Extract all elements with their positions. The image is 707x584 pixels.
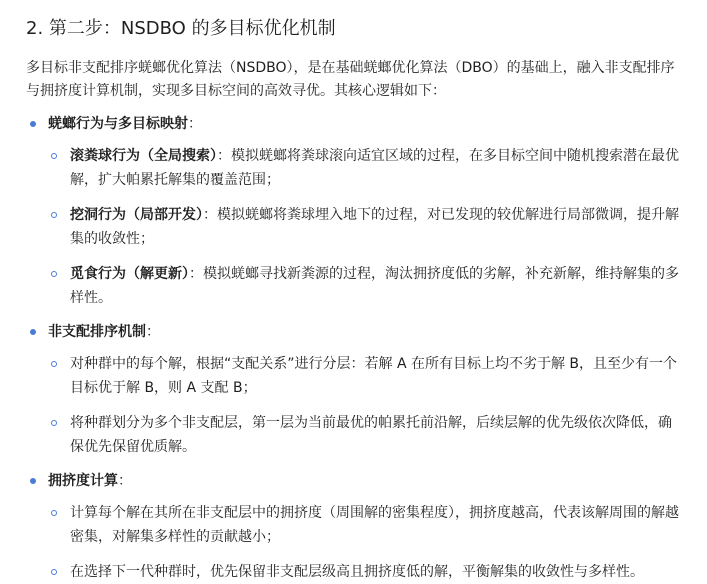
sub-item-text: ：模拟蜣螂将粪球埋入地下的过程，对已发现的较优解进行局部微调，提升解集的收敛性； xyxy=(70,207,679,247)
intro-paragraph: 多目标非支配排序蜣螂优化算法（NSDBO），是在基础蜣螂优化算法（DBO）的基础上，融入非支配排序与拥挤度计算机制，实现多目标空间的高效寻优。其核心逻辑如下： xyxy=(26,60,675,99)
bullet-ring-icon xyxy=(51,420,57,426)
sub-list-item xyxy=(48,352,680,400)
section-heading: 2. 第二步：NSDBO 的多目标优化机制 xyxy=(26,18,336,39)
bullet-ring-icon xyxy=(51,271,57,277)
title-colon: ： xyxy=(118,473,132,489)
list-item-title: 非支配排序机制 xyxy=(48,324,146,340)
sub-item-text: ：模拟蜣螂寻找新粪源的过程，淘汰拥挤度低的劣解，补充新解，维持解集的多样性。 xyxy=(70,266,679,306)
sub-list xyxy=(48,144,707,310)
list-item-title: 拥挤度计算 xyxy=(48,473,118,489)
sub-list-item xyxy=(48,203,680,251)
sub-list xyxy=(48,501,707,584)
sub-item-text: 在选择下一代种群时，优先保留非支配层级高且拥挤度低的解，平衡解集的收敛性与多样性。 xyxy=(70,564,644,580)
sub-list-item xyxy=(48,501,680,549)
bullet-ring-icon xyxy=(51,212,57,218)
sub-list-item xyxy=(48,144,680,192)
sub-item-term: 挖洞行为（局部开发） xyxy=(70,207,203,223)
bullet-ring-icon xyxy=(51,569,57,575)
title-colon: ： xyxy=(146,324,160,340)
sub-item-text: 对种群中的每个解，根据“支配关系”进行分层：若解 A 在所有目标上均不劣于解 B，且至少有一个目标优于解 B，则 A 支配 B； xyxy=(70,356,678,396)
bullet-dot-icon xyxy=(30,121,36,127)
bullet-ring-icon xyxy=(51,153,57,159)
sub-item-text: 将种群划分为多个非支配层，第一层为当前最优的帕累托前沿解，后续层解的优先级依次降低，确保优先保留优质解。 xyxy=(70,415,672,455)
bullet-ring-icon xyxy=(51,361,57,367)
sub-list-item xyxy=(48,560,680,584)
title-colon: ： xyxy=(188,116,202,132)
list-item-nondominated-sorting xyxy=(26,321,707,459)
list-item-title: 蜣螂行为与多目标映射 xyxy=(48,116,188,132)
bullet-dot-icon xyxy=(30,478,36,484)
sub-item-term: 滚粪球行为（全局搜索） xyxy=(70,148,217,164)
sub-list-item xyxy=(48,262,680,310)
sub-item-term: 觅食行为（解更新） xyxy=(70,266,189,282)
sub-item-text: ：模拟蜣螂将粪球滚向适宜区域的过程，在多目标空间中随机搜索潜在最优解，扩大帕累托解集的覆盖范围； xyxy=(70,148,679,188)
sub-list xyxy=(48,352,707,459)
bullet-dot-icon xyxy=(30,329,36,335)
bullet-ring-icon xyxy=(51,510,57,516)
sub-list-item xyxy=(48,411,680,459)
sub-item-text: 计算每个解在其所在非支配层中的拥挤度（周围解的密集程度），拥挤度越高，代表该解周围的解越密集，对解集多样性的贡献越小； xyxy=(70,505,679,545)
mechanism-list xyxy=(26,113,707,584)
list-item-behavior-mapping xyxy=(26,113,707,310)
